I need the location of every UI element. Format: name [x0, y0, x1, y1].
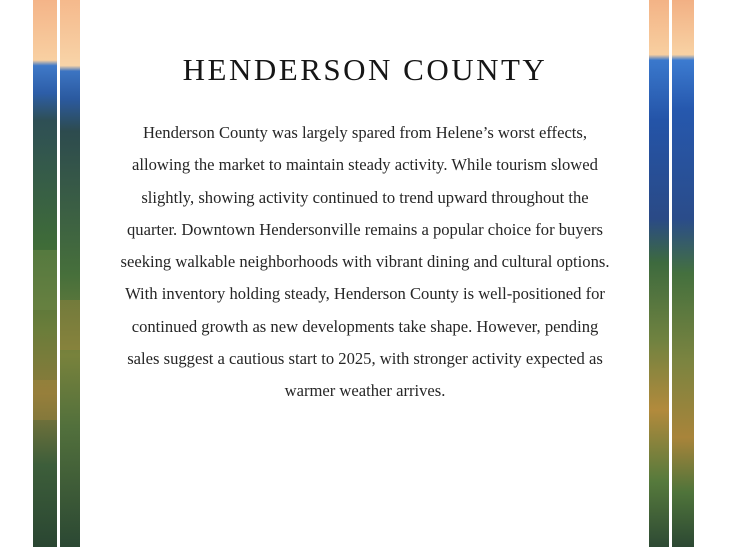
page-title: HENDERSON COUNTY	[182, 52, 548, 87]
mountain-photo-strip-left-inner	[60, 0, 80, 547]
mountain-photo-strip-right-outer	[672, 0, 694, 547]
mountain-photo-strip-left-outer	[33, 0, 57, 547]
body-paragraph: Henderson County was largely spared from Helene’s worst effects, allowing the market to maintain steady activity. While tourism slowed slightly, showing activity continued to trend upward throughout the quarter. Downtown Hendersonville remains a popular choice for buyers seeking walkable neighborhoods with vibrant dining and cultural options. With inventory holding steady, Henderson County is well-positioned for continued growth as new developments take shape. However, pending sales suggest a cautious start to 2025, with stronger activity expected as warmer weather arrives.	[120, 123, 610, 401]
mountain-photo-strip-right-inner	[649, 0, 669, 547]
